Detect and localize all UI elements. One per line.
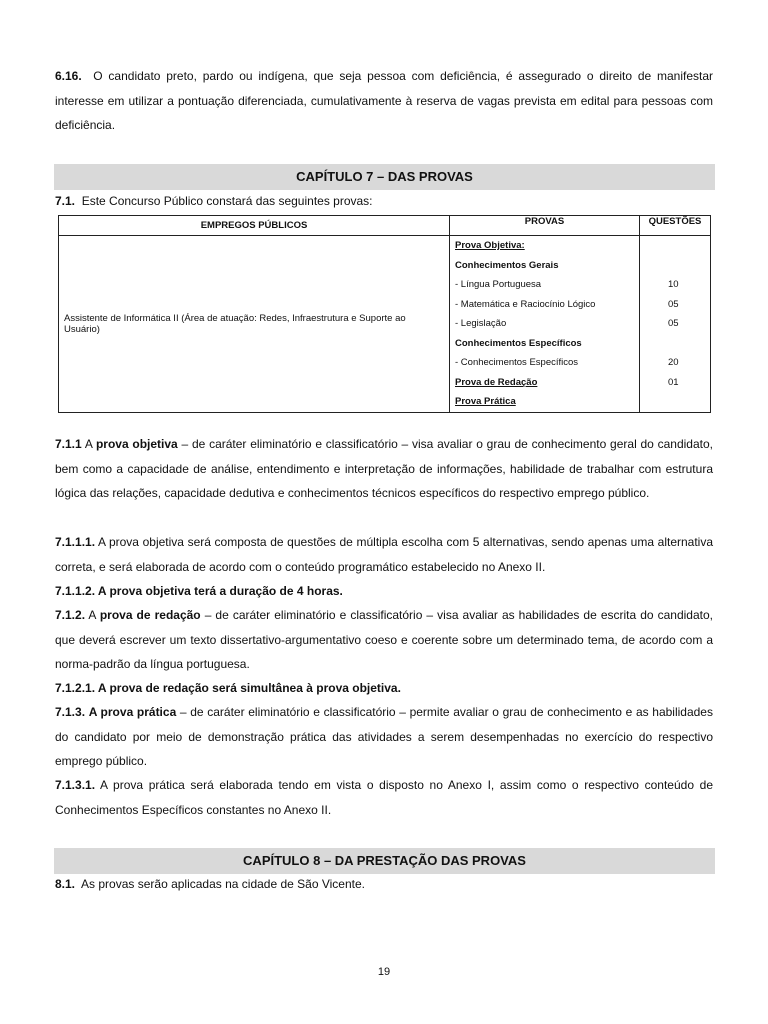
paragraph-7-1: [55, 194, 373, 208]
section-number: 7.1.3.1.: [55, 778, 96, 792]
paragraph-text: – de caráter eliminatório e classificatório – visa avaliar as habilidades de escrita do candidato, que deverá escrever um texto dissertativo-argumentativo coeso e coerente sobre um determinado tema, de acordo com a norma-padrão da língua portuguesa.: [55, 608, 714, 671]
page-number: 19: [377, 966, 391, 978]
question-count: [645, 334, 705, 354]
provas-cell: [450, 236, 640, 413]
paragraph-7-1-1-1: [55, 530, 713, 579]
header-questoes: QUESTÕES: [640, 216, 711, 236]
prova-item: Conhecimentos Específicos: [455, 337, 582, 349]
prova-item: Prova Objetiva:: [455, 240, 525, 251]
header-provas: PROVAS: [450, 216, 640, 236]
table-header-row: [59, 216, 711, 236]
paragraph-7-1-2: [55, 603, 713, 677]
prova-item: - Matemática e Raciocínio Lógico: [455, 298, 596, 310]
section-number: 8.1.: [55, 877, 76, 891]
questoes-cell: [640, 236, 711, 413]
paragraph-text: – de caráter eliminatório e classificatório – visa avaliar o grau de conhecimento geral do candidato, bem como a capacidade de análise, entendimento e interpretação de informações, habilidade de trabalhar com estrutura lógica das relações, capacidade dedutiva e conhecimentos técnicos específicos do respectivo emprego público.: [55, 437, 714, 500]
question-count: 20: [668, 357, 679, 368]
paragraph-text: – de caráter eliminatório e classificatório – permite avaliar o grau de conhecimento e as habilidades do candidato por meio de demonstração prática das atividades a serem desempenhadas no exercício do respectivo emprego público.: [55, 705, 713, 768]
paragraph-7-1-1-2: [55, 579, 713, 604]
prova-item: - Legislação: [455, 318, 507, 329]
paragraph-6-16: [55, 64, 713, 138]
prova-item: Conhecimentos Gerais: [455, 259, 559, 271]
question-count: 01: [668, 376, 679, 388]
emphasis: A prova prática: [88, 705, 177, 719]
chapter-7-heading: CAPÍTULO 7 – DAS PROVAS: [54, 164, 715, 190]
section-number: 7.1.3.: [55, 705, 86, 719]
prova-item: - Conhecimentos Específicos: [455, 357, 579, 368]
question-count: 05: [668, 298, 679, 310]
paragraph-7-1-2-1: [55, 676, 713, 701]
question-count: [645, 236, 705, 256]
exams-table: [58, 215, 711, 413]
question-count: 10: [668, 279, 679, 290]
section-number: 7.1.1.1.: [55, 535, 96, 549]
paragraph-text: O candidato preto, pardo ou indígena, que seja pessoa com deficiência, é assegurado o direito de manifestar interesse em utilizar a pontuação diferenciada, cumulativamente à reserva de vagas prevista em edital para pessoas com deficiência.: [55, 69, 714, 132]
paragraph-text: As provas serão aplicadas na cidade de São Vicente.: [81, 877, 365, 891]
emphasis: prova de redação: [99, 608, 201, 622]
emphasis: prova objetiva: [95, 437, 178, 451]
header-empregos: EMPREGOS PÚBLICOS: [59, 216, 450, 236]
question-count: 05: [668, 318, 679, 329]
section-number: 7.1.: [55, 194, 76, 208]
prova-item: - Língua Portuguesa: [455, 279, 542, 290]
section-number: 7.1.2.: [55, 608, 86, 622]
paragraph-8-1: [55, 877, 365, 891]
paragraph-7-1-3: [55, 700, 713, 774]
paragraph-text: 7.1.1.2. A prova objetiva terá a duração de 4 horas.: [55, 584, 343, 598]
paragraph-text: A prova prática será elaborada tendo em vista o disposto no Anexo I, assim como o respectivo conteúdo de Conhecimentos Específicos constantes no Anexo II.: [55, 778, 713, 817]
paragraph-text: A prova objetiva será composta de questões de múltipla escolha com 5 alternativas, sendo apenas uma alternativa correta, e será elaborada de acordo com o conteúdo programático estabelecido no Anexo II.: [55, 535, 714, 574]
question-count: [645, 392, 705, 412]
prova-item: Prova Prática: [455, 396, 516, 407]
chapter-8-heading: CAPÍTULO 8 – DA PRESTAÇÃO DAS PROVAS: [54, 848, 715, 874]
section-number: 6.16.: [55, 69, 82, 83]
paragraph-text: 7.1.2.1. A prova de redação será simultânea à prova objetiva.: [55, 681, 401, 695]
prova-item: Prova de Redação: [455, 376, 538, 388]
paragraph-7-1-1: [55, 432, 713, 506]
section-number: 7.1.1: [55, 437, 82, 451]
paragraph-7-1-3-1: [55, 773, 713, 822]
paragraph-text: A: [88, 608, 96, 622]
question-count: [645, 256, 705, 276]
paragraph-text: A: [84, 437, 93, 451]
job-title-cell: Assistente de Informática II (Área de atuação: Redes, Infraestrutura e Suporte ao Usuário): [59, 236, 450, 413]
paragraph-text: Este Concurso Público constará das seguintes provas:: [81, 194, 373, 208]
table-row: [59, 236, 711, 413]
